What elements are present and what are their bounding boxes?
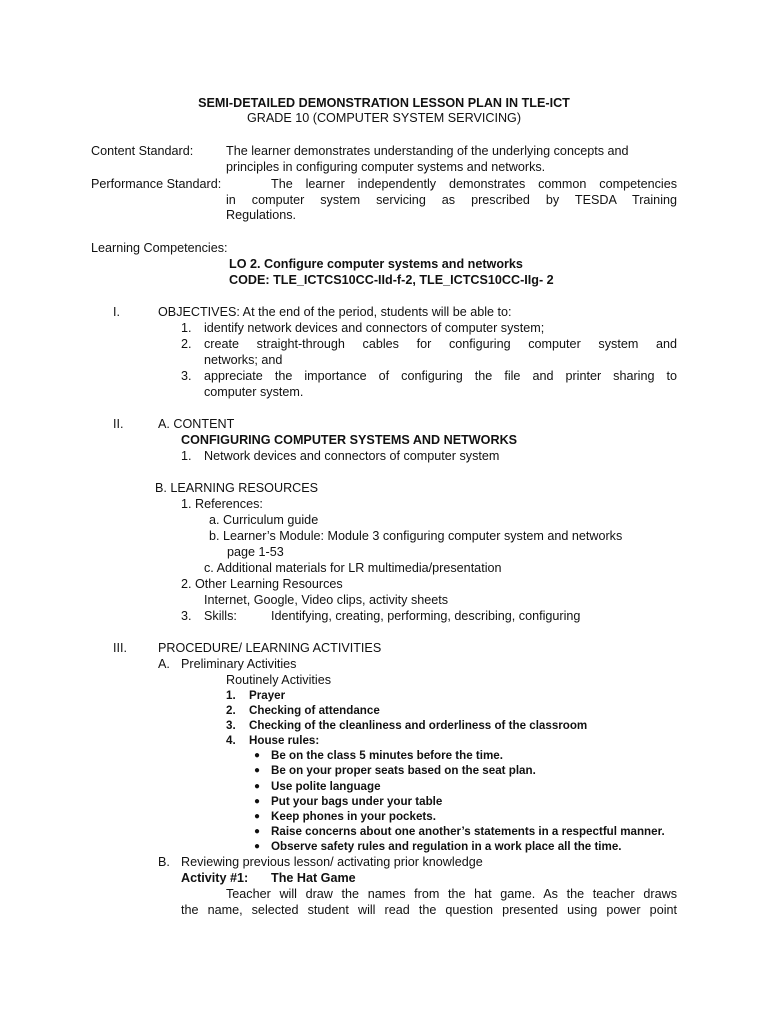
house-rule-4: Put your bags under your table <box>271 795 443 808</box>
objective-2-line-2: networks; and <box>204 353 283 367</box>
routine-3-text: Checking of the cleanliness and orderliness of the classroom <box>249 719 588 732</box>
other-resources-heading: 2. Other Learning Resources <box>181 577 343 591</box>
bullet-icon: ● <box>254 796 261 807</box>
objective-2-number: 2. <box>181 337 192 351</box>
content-standard-line-1: The learner demonstrates understanding of the underlying concepts and <box>226 144 629 158</box>
skills-text: Identifying, creating, performing, describing, configuring <box>271 609 581 623</box>
other-resources-list: Internet, Google, Video clips, activity sheets <box>204 593 449 607</box>
learning-resources-heading: B. LEARNING RESOURCES <box>155 481 319 495</box>
content-standard-line-2: principles in configuring computer systems and networks. <box>226 160 546 174</box>
content-item-number: 1. <box>181 449 192 463</box>
content-heading: A. CONTENT <box>158 417 235 431</box>
skills-number: 3. <box>181 609 192 623</box>
section-numeral-iii: III. <box>113 641 127 655</box>
references-heading: 1. References: <box>181 497 263 511</box>
routine-1-text: Prayer <box>249 689 286 702</box>
activity-label: Activity #1: <box>181 871 249 885</box>
reviewing-heading: Reviewing previous lesson/ activating prior knowledge <box>181 855 483 869</box>
preliminary-heading: Preliminary Activities <box>181 657 297 671</box>
learning-competencies-label: Learning Competencies: <box>91 241 228 255</box>
reference-a: a. Curriculum guide <box>209 513 319 527</box>
skills-label: Skills: <box>204 609 237 623</box>
activity-title: The Hat Game <box>271 871 356 885</box>
performance-standard-label: Performance Standard: <box>91 177 222 191</box>
preliminary-letter: A. <box>158 657 170 671</box>
bullet-icon: ● <box>254 826 261 837</box>
learning-outcome: LO 2. Configure computer systems and networks <box>229 257 523 271</box>
activity-description-line-1: Teacher will draw the names from the hat game. As the teacher draws <box>226 887 677 901</box>
content-topic: CONFIGURING COMPUTER SYSTEMS AND NETWORKS <box>181 433 518 447</box>
objective-3-line-2: computer system. <box>204 385 304 399</box>
bullet-icon: ● <box>254 750 261 761</box>
house-rule-7: Observe safety rules and regulation in a work place all the time. <box>271 840 622 853</box>
objective-1-number: 1. <box>181 321 192 335</box>
reference-b-line-1: b. Learner’s Module: Module 3 configuring computer system and networks <box>209 529 623 543</box>
content-item-text: Network devices and connectors of computer system <box>204 449 500 463</box>
house-rule-1: Be on the class 5 minutes before the time. <box>271 749 503 762</box>
document-title: SEMI-DETAILED DEMONSTRATION LESSON PLAN IN TLE-ICT <box>198 96 570 110</box>
bullet-icon: ● <box>254 811 261 822</box>
content-standard-label: Content Standard: <box>91 144 194 158</box>
objective-1-text: identify network devices and connectors of computer system; <box>204 321 545 335</box>
routine-3-number: 3. <box>226 719 236 732</box>
reference-c: c. Additional materials for LR multimedia/presentation <box>204 561 502 575</box>
routine-4-text: House rules: <box>249 734 320 747</box>
performance-standard-line-2: in computer system servicing as prescribed by TESDA Training <box>226 193 677 207</box>
routinely-activities: Routinely Activities <box>226 673 331 687</box>
reviewing-letter: B. <box>158 855 170 869</box>
house-rule-3: Use polite language <box>271 780 381 793</box>
section-numeral-i: I. <box>113 305 120 319</box>
objectives-heading: OBJECTIVES: At the end of the period, students will be able to: <box>158 305 512 319</box>
house-rule-2: Be on your proper seats based on the seat plan. <box>271 764 536 777</box>
routine-2-text: Checking of attendance <box>249 704 380 717</box>
objective-2-line-1: create straight-through cables for configuring computer system and <box>204 337 677 351</box>
reference-b-line-2: page 1-53 <box>227 545 284 559</box>
bullet-icon: ● <box>254 765 261 776</box>
section-numeral-ii: II. <box>113 417 124 431</box>
objective-3-number: 3. <box>181 369 192 383</box>
routine-4-number: 4. <box>226 734 236 747</box>
objective-3-line-1: appreciate the importance of configuring the file and printer sharing to <box>204 369 677 383</box>
routine-2-number: 2. <box>226 704 236 717</box>
document-subtitle: GRADE 10 (COMPUTER SYSTEM SERVICING) <box>246 111 522 125</box>
activity-description-line-2: the name, selected student will read the question presented using power point <box>181 903 677 917</box>
bullet-icon: ● <box>254 781 261 792</box>
competency-code: CODE: TLE_ICTCS10CC-IId-f-2, TLE_ICTCS10CC-IIg- 2 <box>229 273 554 287</box>
performance-standard-line-3: Regulations. <box>226 208 297 222</box>
procedure-heading: PROCEDURE/ LEARNING ACTIVITIES <box>158 641 382 655</box>
performance-standard-line-1: The learner independently demonstrates common competencies <box>271 177 677 191</box>
routine-1-number: 1. <box>226 689 236 702</box>
house-rule-6: Raise concerns about one another’s statements in a respectful manner. <box>271 825 665 838</box>
bullet-icon: ● <box>254 841 261 852</box>
house-rule-5: Keep phones in your pockets. <box>271 810 436 823</box>
